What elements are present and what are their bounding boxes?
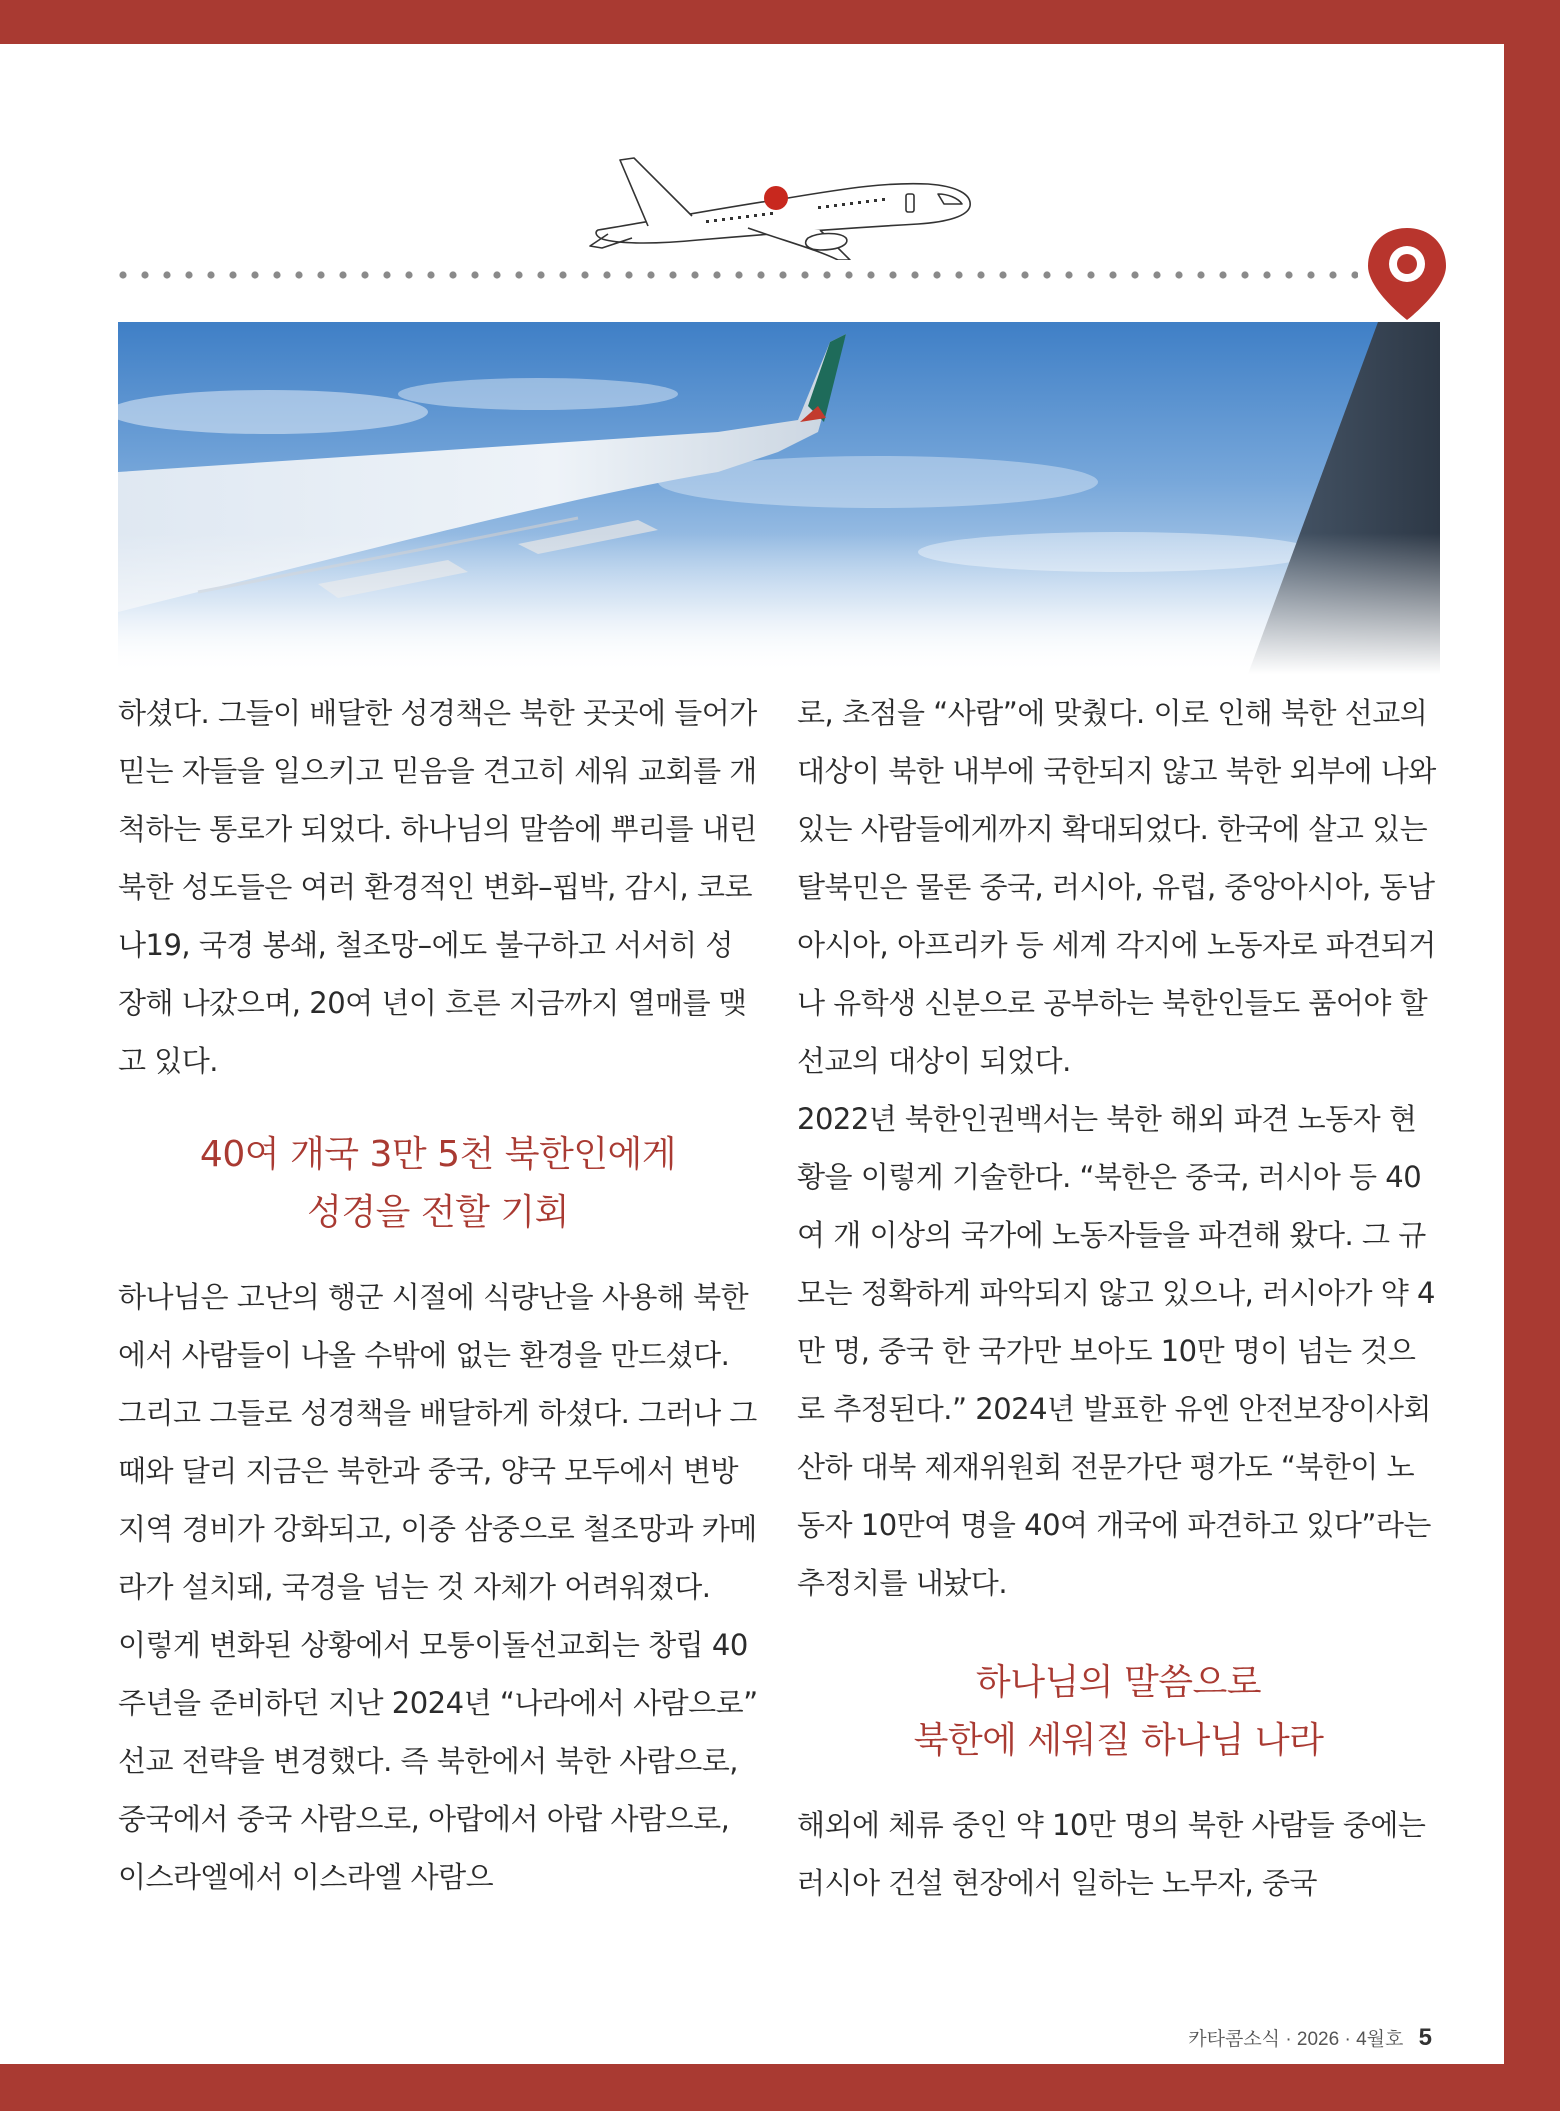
divider-dot: [185, 271, 192, 278]
divider-dot: [735, 271, 742, 278]
divider-dot: [713, 271, 720, 278]
section-heading-2-line1: 하나님의 말씀으로: [975, 1662, 1262, 1703]
page-number: 5: [1418, 2024, 1432, 2051]
divider-dot: [295, 271, 302, 278]
divider-dot: [1329, 271, 1336, 278]
divider-dot: [273, 271, 280, 278]
right-paragraph-1: 로, 초점을 “사람”에 맞췄다. 이로 인해 북한 선교의 대상이 북한 내부에 국한되지 않고 북한 외부에 나와 있는 사람들에게까지 확대되었다. 한국에 살고 있는 탈북민은 물론 중국, 러시아, 유럽, 중앙아시아, 동남아시아, 아프리카 등 세계 각지에 노동자로 파견되거나 유학생 신분으로 공부하는 북한인들도 품어야 할 선교의 대상이 되었다.: [797, 696, 1436, 1078]
divider-dot: [559, 271, 566, 278]
divider-dot: [515, 271, 522, 278]
right-paragraph-3: 해외에 체류 중인 약 10만 명의 북한 사람들 중에는 러시아 건설 현장에서 일하는 노무자, 중국: [797, 1808, 1426, 1900]
left-column: [118, 684, 758, 1906]
left-paragraph-3: 이렇게 변화된 상황에서 모퉁이돌선교회는 창립 40주년을 준비하던 지난 2024년 “나라에서 사람으로” 선교 전략을 변경했다. 즉 북한에서 북한 사람으로, 중국에서 중국 사람으로, 아랍에서 아랍 사람으로, 이스라엘에서 이스라엘 사람으: [118, 1628, 758, 1894]
divider-dot: [1219, 271, 1226, 278]
section-heading-1: [118, 1126, 758, 1242]
divider-dot: [1087, 271, 1094, 278]
divider-dot: [229, 271, 236, 278]
divider-dot: [669, 271, 676, 278]
divider-dot: [1153, 271, 1160, 278]
divider-dot: [1285, 271, 1292, 278]
map-pin-icon: [1362, 224, 1452, 324]
divider-dot: [339, 271, 346, 278]
divider-dot: [867, 271, 874, 278]
section-heading-2: [797, 1654, 1440, 1770]
divider-dot: [691, 271, 698, 278]
divider-dot: [581, 271, 588, 278]
divider-dot: [141, 271, 148, 278]
divider-dot: [955, 271, 962, 278]
divider-dot: [1197, 271, 1204, 278]
divider-dot: [1241, 271, 1248, 278]
section-heading-2-line2: 북한에 세워질 하나님 나라: [913, 1720, 1324, 1761]
left-paragraph-2: 하나님은 고난의 행군 시절에 식량난을 사용해 북한에서 사람들이 나올 수밖에 없는 환경을 만드셨다. 그리고 그들로 성경책을 배달하게 하셨다. 그러나 그때와 달리 지금은 북한과 중국, 양국 모두에서 변방 지역 경비가 강화되고, 이중 삼중으로 철조망과 카메라가 설치돼, 국경을 넘는 것 자체가 어려워졌다.: [118, 1280, 757, 1604]
divider-dot: [493, 271, 500, 278]
section-heading-1-line2: 성경을 전할 기회: [307, 1192, 569, 1233]
divider-dot: [1351, 271, 1358, 278]
divider-dot: [471, 271, 478, 278]
divider-dot: [603, 271, 610, 278]
publication-info: 카타콤소식 · 2026 · 4월호: [1188, 2029, 1404, 2050]
divider-dot: [537, 271, 544, 278]
right-column: [797, 684, 1440, 1912]
divider-dot: [911, 271, 918, 278]
divider-dot: [889, 271, 896, 278]
divider-dot: [1131, 271, 1138, 278]
divider-dot: [845, 271, 852, 278]
right-paragraph-2: 2022년 북한인권백서는 북한 해외 파견 노동자 현황을 이렇게 기술한다. “북한은 중국, 러시아 등 40여 개 이상의 국가에 노동자들을 파견해 왔다. 그 규모는 정확하게 파악되지 않고 있으나, 러시아가 약 4만 명, 중국 한 국가만 보아도 10만 명이 넘는 것으로 추정된다.” 2024년 발표한 유엔 안전보장이사회 산하 대북 제재위원회 전문가단 평가도 “북한이 노동자 10만여 명을 40여 개국에 파견하고 있다”라는 추정치를 내놨다.: [797, 1102, 1435, 1600]
divider-dot: [1065, 271, 1072, 278]
divider-dot: [801, 271, 808, 278]
section-heading-1-line1: 40여 개국 3만 5천 북한인에게: [199, 1134, 677, 1175]
airplane-wing-photo: [118, 322, 1440, 674]
divider-dot: [977, 271, 984, 278]
divider-dot: [251, 271, 258, 278]
divider-dot: [779, 271, 786, 278]
divider-dot: [1263, 271, 1270, 278]
divider-dot: [933, 271, 940, 278]
divider-dot: [163, 271, 170, 278]
dotted-divider: [118, 268, 1358, 282]
airplane-icon: [588, 110, 978, 260]
divider-dot: [1043, 271, 1050, 278]
divider-dot: [823, 271, 830, 278]
divider-dot: [383, 271, 390, 278]
divider-dot: [1307, 271, 1314, 278]
divider-dot: [449, 271, 456, 278]
divider-dot: [361, 271, 368, 278]
divider-dot: [757, 271, 764, 278]
divider-dot: [1109, 271, 1116, 278]
divider-dot: [1021, 271, 1028, 278]
divider-dot: [625, 271, 632, 278]
divider-dot: [405, 271, 412, 278]
divider-dot: [1175, 271, 1182, 278]
divider-dot: [207, 271, 214, 278]
left-paragraph-1: 하셨다. 그들이 배달한 성경책은 북한 곳곳에 들어가 믿는 자들을 일으키고 믿음을 견고히 세워 교회를 개척하는 통로가 되었다. 하나님의 말씀에 뿌리를 내린 북한 성도들은 여러 환경적인 변화–핍박, 감시, 코로나19, 국경 봉쇄, 철조망–에도 불구하고 서서히 성장해 나갔으며, 20여 년이 흐른 지금까지 열매를 맺고 있다.: [118, 696, 757, 1078]
magazine-page: [0, 44, 1504, 2064]
divider-dot: [647, 271, 654, 278]
divider-dot: [427, 271, 434, 278]
divider-dot: [999, 271, 1006, 278]
divider-dot: [119, 271, 126, 278]
page-footer: [1188, 2024, 1432, 2052]
divider-dot: [317, 271, 324, 278]
